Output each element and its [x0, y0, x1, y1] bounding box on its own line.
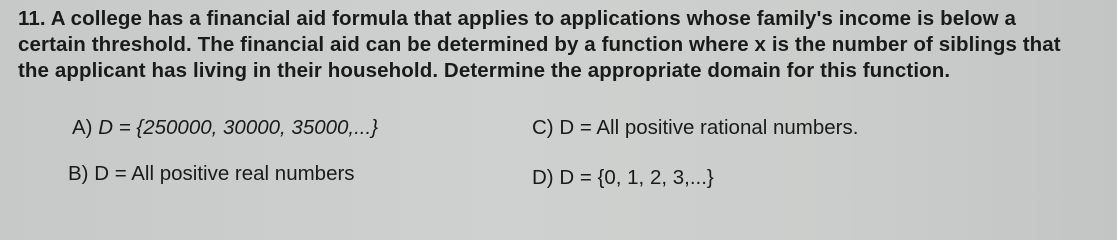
question-number: 11.: [18, 7, 46, 30]
question-line-1: 11. A college has a financial aid formula that applies to applications whose family's income is below a: [18, 7, 1016, 30]
choice-letter: D): [532, 166, 554, 189]
answer-choice-b[interactable]: [68, 162, 355, 186]
choice-text: D = {250000, 30000, 35000,...}: [98, 116, 379, 139]
choice-letter: B): [68, 162, 89, 185]
choice-letter: C): [532, 116, 554, 139]
answer-choice-a[interactable]: [72, 116, 378, 140]
choice-text: D = All positive real numbers: [94, 162, 355, 185]
question-line-3: the applicant has living in their household. Determine the appropriate domain for this function.: [18, 59, 951, 82]
question-text: [18, 6, 1113, 84]
choice-text: D = {0, 1, 2, 3,...}: [559, 166, 714, 189]
answer-choice-c[interactable]: [532, 116, 858, 140]
answer-choice-d[interactable]: [532, 166, 714, 190]
question-line-2: certain threshold. The financial aid can be determined by a function where x is the number of siblings that: [18, 33, 1061, 56]
choice-text: D = All positive rational numbers.: [559, 116, 859, 139]
choice-letter: A): [72, 116, 93, 139]
